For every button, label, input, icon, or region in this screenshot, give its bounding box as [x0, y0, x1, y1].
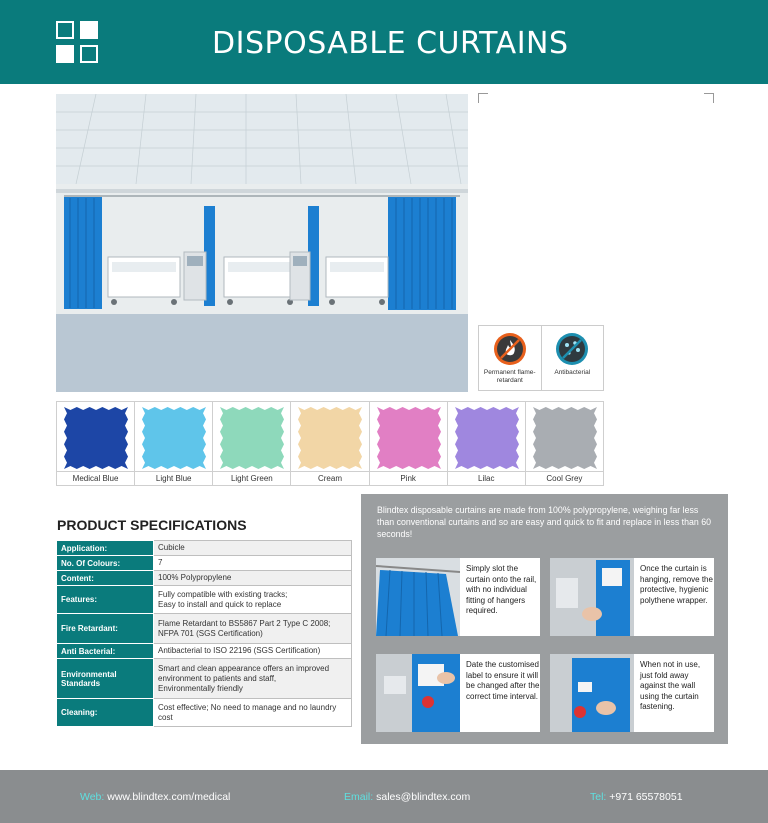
spec-value-line: Easy to install and quick to replace	[158, 599, 282, 609]
page-title: DISPOSABLE CURTAINS	[212, 26, 569, 61]
feature-antibacterial	[542, 326, 604, 390]
swatch-label: Cool Grey	[526, 471, 603, 485]
fabric-sample	[533, 407, 597, 469]
spec-value-line: Flame Retardant to BS5867 Part 2 Type C 2008;	[158, 618, 331, 628]
step-text: Simply slot the curtain onto the rail, with no individual fitting of hangers required.	[466, 564, 537, 615]
step-3-photo	[376, 654, 460, 732]
hospital-ward-photo	[56, 94, 468, 392]
spec-row	[57, 644, 352, 659]
spec-value-line: NFPA 701 (SGS Certification)	[158, 628, 263, 638]
specs-title: PRODUCT SPECIFICATIONS	[57, 517, 247, 533]
footer-email-link[interactable]: sales@blindtex.com	[373, 791, 471, 803]
swatch-lilac	[448, 402, 526, 485]
install-step-2	[550, 558, 714, 636]
fabric-sample	[64, 407, 128, 469]
spec-key: Application:	[57, 541, 154, 556]
spec-value-line: Cubicle	[158, 543, 185, 552]
install-panel	[361, 494, 728, 744]
footer-web-label: Web:	[80, 791, 105, 803]
swatch-light-green	[213, 402, 291, 485]
antibacterial-icon	[555, 332, 589, 366]
spec-value-line: 100% Polypropylene	[158, 573, 232, 582]
spec-key: No. Of Colours:	[57, 556, 154, 571]
spec-value-line: Antibacterial to ISO 22196 (SGS Certification)	[158, 646, 321, 655]
step-text: Once the curtain is hanging, remove the protective, hygienic polythene wrapper.	[640, 564, 713, 605]
swatch-label: Cream	[291, 471, 368, 485]
spec-value	[154, 614, 352, 644]
feature-flame-retardant	[479, 326, 542, 390]
feature-label: Antibacterial	[554, 369, 591, 376]
footer-tel-label: Tel:	[590, 791, 607, 803]
swatch-light-blue	[135, 402, 213, 485]
colour-swatches	[56, 401, 604, 486]
spec-value-line: Smart and clean appearance offers an improved	[158, 663, 330, 673]
step-text: Date the customised label to ensure it will be changed after the correct time interval.	[466, 660, 540, 701]
fabric-sample	[377, 407, 441, 469]
swatch-label: Medical Blue	[57, 471, 134, 485]
feature-icons	[478, 325, 604, 391]
panel-intro: Blindtex disposable curtains are made from 100% polypropylene, weighing far less than conventional curtains and so are easy and quick to fit and replace in less than 60 seconds!	[377, 505, 712, 539]
swatch-cool-grey	[526, 402, 603, 485]
footer-email-label: Email:	[344, 791, 374, 803]
spec-key: Environmental Standards	[57, 659, 154, 699]
swatch-pink	[370, 402, 448, 485]
install-step-3	[376, 654, 540, 732]
spec-value	[154, 541, 352, 556]
spec-key: Features:	[57, 586, 154, 614]
footer-bar	[0, 770, 768, 823]
footer-tel-link[interactable]: +971 65578051	[606, 791, 683, 803]
swatch-label: Light Blue	[135, 471, 212, 485]
spec-value	[154, 699, 352, 727]
spec-value-line: 7	[158, 558, 163, 567]
footer-web-link[interactable]: www.blindtex.com/medical	[104, 791, 231, 803]
spec-key: Anti Bacterial:	[57, 644, 154, 659]
flame-retardant-icon	[493, 332, 527, 366]
swatch-label: Light Green	[213, 471, 290, 485]
install-step-4	[550, 654, 714, 732]
spec-key: Cleaning:	[57, 699, 154, 727]
spec-value	[154, 659, 352, 699]
spec-table	[56, 540, 352, 727]
spec-value-line: Cost effective; No need to manage and no laundry	[158, 702, 337, 712]
step-2-photo	[550, 558, 634, 636]
swatch-medical-blue	[57, 402, 135, 485]
spec-value-line: Environmentally friendly	[158, 683, 243, 693]
spec-row	[57, 571, 352, 586]
spec-value-line: environment to patients and staff,	[158, 673, 277, 683]
frame-corner-right	[704, 93, 714, 103]
spec-value	[154, 556, 352, 571]
spec-key: Content:	[57, 571, 154, 586]
header-banner	[0, 0, 768, 84]
footer-tel[interactable]	[590, 791, 683, 803]
feature-label: Permanent flame-retardant	[483, 369, 536, 384]
spec-row	[57, 659, 352, 699]
spec-row	[57, 556, 352, 571]
swatch-label: Pink	[370, 471, 447, 485]
footer-email[interactable]	[344, 791, 470, 803]
fabric-sample	[455, 407, 519, 469]
fabric-sample	[220, 407, 284, 469]
install-step-1	[376, 558, 540, 636]
spec-key: Fire Retardant:	[57, 614, 154, 644]
spec-value	[154, 586, 352, 614]
frame-corner-left	[478, 93, 488, 103]
spec-row	[57, 614, 352, 644]
spec-row	[57, 541, 352, 556]
spec-row	[57, 586, 352, 614]
fabric-sample	[298, 407, 362, 469]
spec-value	[154, 644, 352, 659]
step-1-photo	[376, 558, 460, 636]
step-4-photo	[550, 654, 634, 732]
step-text: When not in use, just fold away against the wall using the curtain fastening.	[640, 660, 701, 711]
swatch-cream	[291, 402, 369, 485]
four-squares-logo	[56, 21, 100, 65]
swatch-label: Lilac	[448, 471, 525, 485]
fabric-sample	[142, 407, 206, 469]
footer-web[interactable]	[80, 791, 230, 803]
spec-value	[154, 571, 352, 586]
spec-value-line: cost	[158, 712, 173, 722]
spec-row	[57, 699, 352, 727]
spec-value-line: Fully compatible with existing tracks;	[158, 589, 288, 599]
